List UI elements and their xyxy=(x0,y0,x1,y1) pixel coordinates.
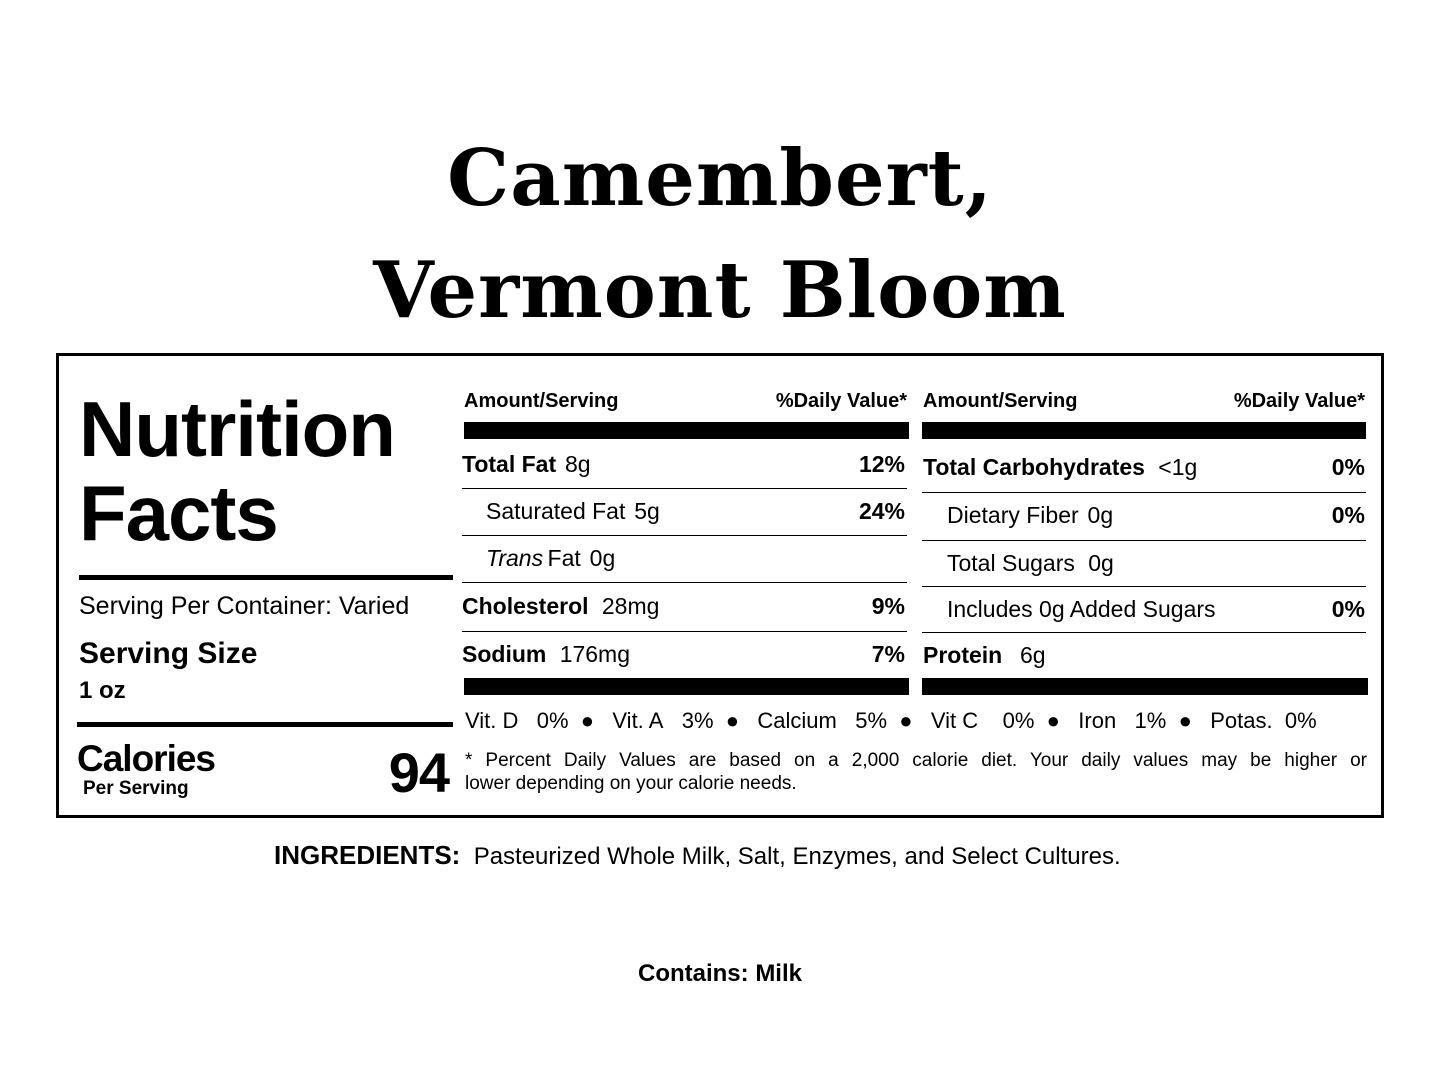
right-header-bar xyxy=(922,422,1366,439)
left-header-daily-value: %Daily Value* xyxy=(775,390,907,412)
vitamin-name: Vit. A xyxy=(612,708,664,733)
vitamin-value: 1% xyxy=(1134,708,1167,733)
right-header-daily-value: %Daily Value* xyxy=(1233,390,1365,412)
sodium-row xyxy=(462,641,630,668)
row-divider xyxy=(922,492,1366,493)
ingredients-line xyxy=(274,840,1121,871)
protein-amount: 6g xyxy=(1020,642,1046,668)
row-divider xyxy=(462,535,907,536)
calories-value: 94 xyxy=(388,741,449,804)
dietary-fiber-label: Dietary Fiber xyxy=(947,502,1079,528)
total-carbohydrates-amount: <1g xyxy=(1158,454,1198,480)
heading-divider xyxy=(79,575,453,580)
left-bottom-bar xyxy=(464,678,909,695)
total-fat-amount: 8g xyxy=(565,451,591,477)
row-divider xyxy=(922,586,1366,587)
added-sugars-row xyxy=(947,596,1216,623)
cholesterol-amount: 28mg xyxy=(601,593,660,619)
saturated-fat-row xyxy=(486,498,660,525)
vitamin-value: 3% xyxy=(681,708,714,733)
product-title-line-2: Vermont Bloom xyxy=(373,245,1067,336)
dietary-fiber-dv: 0% xyxy=(1331,502,1365,528)
serving-size-value: 1 oz xyxy=(79,677,126,704)
facts-heading: Facts xyxy=(79,469,278,557)
total-fat-row xyxy=(462,451,591,478)
total-sugars-label: Total Sugars xyxy=(947,550,1075,576)
sodium-dv: 7% xyxy=(871,641,905,667)
total-sugars-row xyxy=(947,550,1114,577)
trans-fat-row xyxy=(486,545,615,572)
row-divider xyxy=(462,582,907,583)
row-divider xyxy=(922,632,1366,633)
calories-per-serving: Per Serving xyxy=(83,778,189,799)
vitamin-value: 0% xyxy=(1284,708,1317,733)
footnote-line-2: lower depending on your calorie needs. xyxy=(465,773,797,794)
trans-fat-italic: Trans xyxy=(486,545,544,571)
total-fat-dv: 12% xyxy=(858,451,905,477)
nutrition-heading: Nutrition xyxy=(79,385,395,473)
ingredients-text: Pasteurized Whole Milk, Salt, Enzymes, and Select Cultures. xyxy=(473,843,1121,870)
bullet-icon: ● xyxy=(725,708,740,733)
right-header-amount: Amount/Serving xyxy=(923,390,1078,412)
nutrition-facts-panel xyxy=(56,353,1384,818)
left-header-bar xyxy=(464,422,909,439)
cholesterol-label: Cholesterol xyxy=(462,593,589,619)
right-bottom-bar xyxy=(922,678,1368,695)
row-divider xyxy=(462,631,907,632)
bullet-icon: ● xyxy=(580,708,595,733)
row-divider xyxy=(922,540,1366,541)
vitamin-name: Iron xyxy=(1078,708,1117,733)
vitamin-value: 0% xyxy=(1002,708,1035,733)
total-fat-label: Total Fat xyxy=(462,451,557,477)
added-sugars-label: Includes 0g Added Sugars xyxy=(947,596,1216,622)
left-header-amount: Amount/Serving xyxy=(464,390,619,412)
ingredients-label: INGREDIENTS: xyxy=(274,840,461,870)
vitamin-value: 0% xyxy=(536,708,569,733)
vitamin-name: Potas. xyxy=(1210,708,1273,733)
vitamin-name: Vit C xyxy=(930,708,979,733)
total-carbohydrates-label: Total Carbohydrates xyxy=(923,454,1145,480)
vitamin-name: Calcium xyxy=(757,708,837,733)
bullet-icon: ● xyxy=(1178,708,1192,733)
total-carbohydrates-row xyxy=(923,454,1197,481)
saturated-fat-amount: 5g xyxy=(634,498,660,524)
trans-fat-label: Fat xyxy=(547,545,581,571)
total-carbohydrates-dv: 0% xyxy=(1331,454,1365,480)
dietary-fiber-amount: 0g xyxy=(1087,502,1114,528)
total-sugars-amount: 0g xyxy=(1088,550,1114,576)
cholesterol-row xyxy=(462,593,659,620)
serving-size-label: Serving Size xyxy=(79,637,258,670)
vitamins-row xyxy=(465,708,1317,734)
cholesterol-dv: 9% xyxy=(871,593,905,619)
protein-row xyxy=(923,642,1046,669)
sodium-amount: 176mg xyxy=(559,641,631,667)
vitamin-value: 5% xyxy=(855,708,887,733)
serving-per-container: Serving Per Container: Varied xyxy=(79,592,410,620)
product-title-line-1: Camembert, xyxy=(447,133,993,224)
contains-allergen: Contains: Milk xyxy=(637,960,802,987)
row-divider xyxy=(462,488,907,489)
calories-label: Calories xyxy=(77,738,216,779)
sodium-label: Sodium xyxy=(462,641,547,667)
bullet-icon: ● xyxy=(1046,708,1060,733)
footnote-line-1: * Percent Daily Values are based on a 2,000 calorie diet. Your daily values may be higher or xyxy=(465,750,1367,771)
protein-label: Protein xyxy=(923,642,1003,668)
calories-divider xyxy=(77,722,453,727)
added-sugars-dv: 0% xyxy=(1331,596,1365,622)
trans-fat-amount: 0g xyxy=(589,545,616,571)
saturated-fat-label: Saturated Fat xyxy=(486,498,626,524)
saturated-fat-dv: 24% xyxy=(858,498,905,524)
bullet-icon: ● xyxy=(899,708,913,733)
dietary-fiber-row xyxy=(947,502,1113,529)
vitamin-name: Vit. D xyxy=(465,708,519,733)
